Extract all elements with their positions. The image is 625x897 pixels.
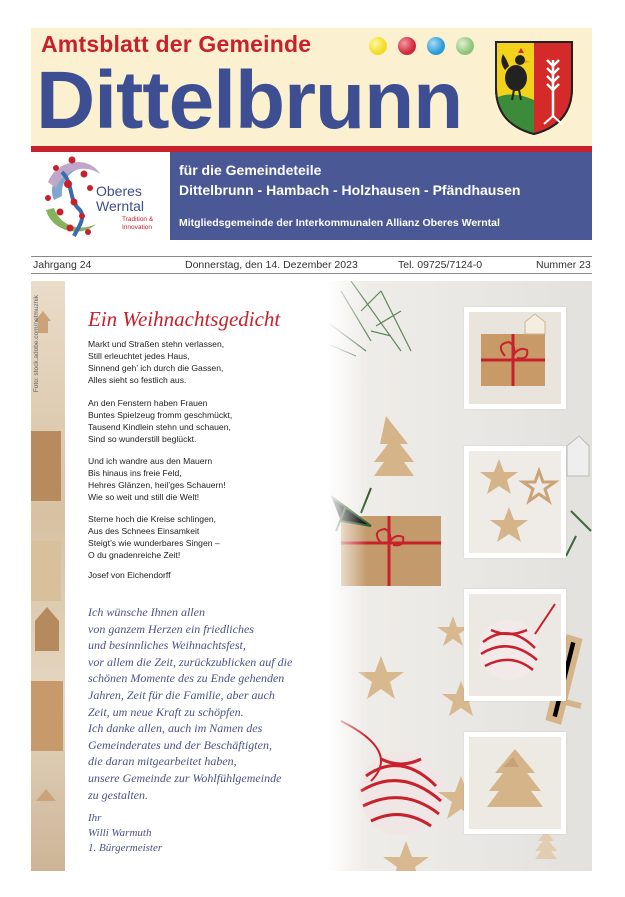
red-dot-icon bbox=[398, 37, 416, 55]
green-dot-icon bbox=[456, 37, 474, 55]
masthead-title: Dittelbrunn bbox=[36, 55, 463, 146]
poem-line: An den Fenstern haben Frauen bbox=[88, 398, 208, 408]
coat-of-arms-icon bbox=[492, 38, 576, 136]
photo-frame-yarn bbox=[464, 589, 566, 701]
text-panel-fade bbox=[327, 281, 367, 871]
masthead bbox=[31, 28, 592, 146]
band-line-3: Mitgliedsgemeinde der Interkommunalen Allianz Oberes Werntal bbox=[179, 217, 500, 229]
poem-title: Ein Weihnachtsgedicht bbox=[88, 307, 281, 331]
color-dots bbox=[369, 37, 474, 55]
band-line-1: für die Gemeindeteile bbox=[179, 162, 322, 178]
band-line-2: Dittelbrunn - Hambach - Holzhausen - Pfändhausen bbox=[179, 182, 521, 198]
greeting-line: zu gestalten. bbox=[88, 787, 148, 802]
poem-line: O du gnadenreiche Zeit! bbox=[88, 550, 181, 560]
greeting-line: Ich danke allen, auch im Namen des bbox=[88, 721, 263, 736]
issue-number: Nummer 23 bbox=[536, 259, 591, 271]
greeting-line: unsere Gemeinde zur Wohlfühlgemeinde bbox=[88, 770, 282, 785]
poem-line: Sinnend geh’ ich durch die Gassen, bbox=[88, 363, 224, 373]
poem-line: Sterne hoch die Kreise schlingen, bbox=[88, 514, 217, 524]
poem-stanza-3 bbox=[88, 455, 226, 503]
poem-stanza-2 bbox=[88, 397, 232, 445]
logo-name-line1: Oberes bbox=[96, 183, 142, 199]
poem-stanza-4 bbox=[88, 513, 220, 561]
greeting-line: und besinnliches Weihnachtsfest, bbox=[88, 638, 246, 653]
signoff: Ihr bbox=[88, 812, 102, 824]
info-band bbox=[170, 152, 592, 240]
logo-tagline-line2: Innovation bbox=[122, 224, 152, 231]
greeting-line: von ganzem Herzen ein friedliches bbox=[88, 621, 254, 636]
poem-line: Tausend Kindlein stehn und schauen, bbox=[88, 422, 231, 432]
masthead-subtitle: Amtsblatt der Gemeinde bbox=[41, 31, 312, 57]
poem-line: Wie so weit und still die Welt! bbox=[88, 492, 200, 502]
greeting-line: Zeit, um neue Kraft zu schöpfen. bbox=[88, 704, 244, 719]
issue-info-bar bbox=[31, 256, 592, 274]
poem-line: Markt und Straßen stehn verlassen, bbox=[88, 339, 225, 349]
issue-date: Donnerstag, den 14. Dezember 2023 bbox=[185, 259, 358, 271]
greeting-line: die daran mitgearbeitet haben, bbox=[88, 754, 237, 769]
cover-photo bbox=[31, 281, 592, 871]
signer-name: Willi Warmuth bbox=[88, 827, 152, 839]
logo-name-line2: Werntal bbox=[96, 198, 144, 214]
photo-credit: Foto: stock.adobe.com/netmuzhik bbox=[33, 295, 40, 393]
greeting-line: Ich wünsche Ihnen allen bbox=[88, 605, 205, 619]
wooden-stars-icon bbox=[469, 451, 561, 553]
yellow-dot-icon bbox=[369, 37, 387, 55]
gift-box-icon bbox=[469, 312, 561, 404]
issue-phone: Tel. 09725/7124-0 bbox=[398, 259, 483, 271]
blue-dot-icon bbox=[427, 37, 445, 55]
oberes-werntal-logo bbox=[34, 152, 162, 242]
photo-frame-tree bbox=[464, 732, 566, 834]
poem-line: Alles sieht so festlich aus. bbox=[88, 375, 187, 385]
poem-line: Aus des Schnees Einsamkeit bbox=[88, 526, 200, 536]
poem-line: Still erleuchtet jedes Haus, bbox=[88, 351, 190, 361]
greeting-line: schönen Momente des zu Ende gehenden bbox=[88, 671, 285, 686]
photo-frame-stars bbox=[464, 446, 566, 558]
signature-block bbox=[88, 811, 162, 856]
poem-line: Bis hinaus ins freie Feld, bbox=[88, 468, 182, 478]
poem-line: Steigt’s wie wunderbares Singen – bbox=[88, 538, 220, 548]
poem-author: Josef von Eichendorff bbox=[88, 570, 171, 580]
issue-volume: Jahrgang 24 bbox=[33, 259, 92, 271]
signer-role: 1. Bürgermeister bbox=[88, 842, 163, 854]
greeting-line: Jahren, Zeit für die Familie, aber auch bbox=[88, 687, 275, 702]
photo-frame-gift bbox=[464, 307, 566, 409]
poem-line: Hehres Glänzen, heil’ges Schauern! bbox=[88, 480, 226, 490]
poem-line: Sind so wunderstill beglückt. bbox=[88, 434, 197, 444]
wooden-tree-icon bbox=[469, 737, 561, 829]
poem-line: Buntes Spielzeug fromm geschmückt, bbox=[88, 410, 233, 420]
greeting-line: vor allem die Zeit, zurückzublicken auf die bbox=[88, 654, 293, 669]
logo-tagline-line1: Tradition & bbox=[122, 216, 154, 223]
poem-line: Und ich wandre aus den Mauern bbox=[88, 456, 213, 466]
yarn-ball-icon bbox=[469, 594, 561, 696]
greeting-line: Gemeinderates und der Beschäftigten, bbox=[88, 737, 272, 752]
mayor-greeting bbox=[88, 604, 292, 803]
poem-stanza-1 bbox=[88, 338, 224, 386]
